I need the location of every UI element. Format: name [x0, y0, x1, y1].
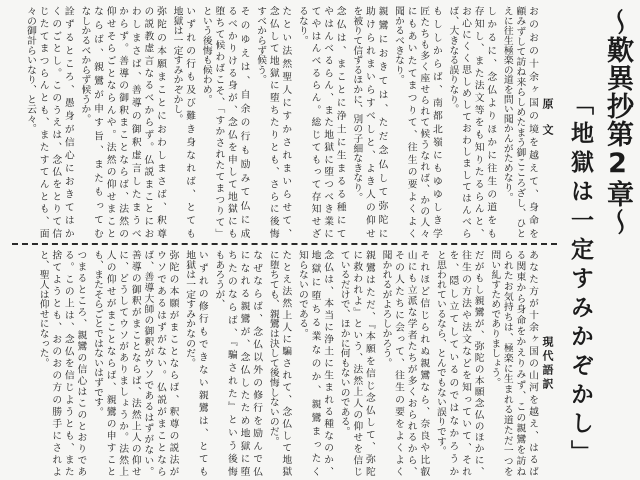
text-line: を被りて信ずるほかに、別の子細なきなり。 — [351, 6, 363, 202]
text-line: ならば、親鸞が申す旨、またもってむ — [92, 6, 103, 238]
text-line: あなた方が十余ヶ国の山河を越え、はるば — [527, 250, 538, 476]
text-line: 弥陀の本願まことにおわしまさば、釈尊 — [154, 6, 166, 238]
text-line: と、聖人は仰せになった。 — [37, 250, 49, 368]
original-paragraph — [199, 6, 249, 238]
modern-paragraph — [433, 250, 483, 476]
original-paragraph — [23, 6, 73, 238]
text-line: おのおの十余ヶ国の境を越えて、身命を — [527, 6, 538, 238]
text-line: いずれの行も及び難き身なれば、とても — [184, 6, 196, 238]
original-text-label: 原 文 — [541, 98, 554, 137]
text-line: るべかりける身が、念仏を申して地獄にも — [225, 6, 237, 238]
chapter-title: 〜歎異抄第2章〜 — [602, 8, 633, 236]
text-line: 地獄は一定すみかぞかし。 — [171, 6, 183, 124]
text-line: 匠たちも多く座せられて候うなれば、かの人々 — [418, 6, 430, 238]
text-line: ウソであるはずがない。仏説がまことなら — [154, 250, 166, 476]
text-line: 捨てようとも、おのおの方の勝手にされよ — [50, 250, 62, 476]
text-line: 念仏は、まことに浄土に生まるる種にて — [334, 6, 346, 238]
text-line: 堕ちて候わばこそ、「すかされたてまつりて」 — [213, 6, 225, 238]
text-line: る関東から身命をかえりみず、この親鸞を訪ね — [514, 250, 526, 476]
original-paragraph — [350, 6, 388, 238]
text-line: るなり。 — [296, 6, 308, 46]
original-paragraph — [500, 6, 538, 238]
text-line: を、隠し立てしているのではなかろうか — [447, 250, 459, 476]
modern-paragraph — [379, 250, 429, 476]
text-line: 々の御計らいなり、と云々。 — [25, 6, 37, 134]
text-line: 問い糺すためでありましょう。 — [489, 250, 501, 388]
text-line: つまるところ、親鸞の信心はこのとおりであ — [75, 250, 87, 476]
text-line: 往生の方法や法文などを知っていて、それ — [460, 250, 472, 476]
modern-translation-label: 現代語訳 — [541, 336, 554, 392]
modern-paragraph — [266, 250, 291, 476]
text-line: 念仏して地獄に堕ちたりとも、さらに後悔 — [267, 6, 279, 238]
text-line: も、またそらごとではないはずです。 — [92, 250, 103, 417]
original-text-block — [23, 6, 538, 238]
text-line: じたてまつらんとも、またすてんとも、面 — [37, 6, 49, 238]
text-line: なぜならば、念仏以外の修行を励んで仏 — [251, 250, 263, 476]
text-line: えに往生極楽の道を問い聞かんがためなり。 — [501, 6, 513, 202]
text-line: たとえ法然上人に騙されて、念仏して地獄 — [280, 250, 292, 476]
text-line: やはんべるらん、また地獄に堕つべき業に — [322, 6, 334, 238]
text-line: という後悔も候わめ。 — [200, 6, 212, 104]
text-line: からず。善導の御釈まことならば、法然の — [117, 6, 129, 238]
text-line: 地獄に堕ちる業なのか、親鸞まったく — [309, 250, 321, 476]
text-line: しかるに、念仏よりほかに往生の道をも — [485, 6, 497, 238]
text-line: なしかるべからず候うか。 — [79, 6, 91, 124]
text-line: それほど信じられぬ親鸞なら、奈良や比叡 — [418, 250, 430, 476]
text-line: その人たちに会って、往生の要をよくよく — [393, 250, 405, 476]
text-line: 地獄は一定すみかなのだ。 — [184, 250, 196, 368]
original-paragraph — [295, 6, 345, 238]
text-line: られたお気持ちは、極楽に生まれる道ただ一つを — [501, 250, 513, 476]
text-line: にもあいたてまつりて、往生の要よくよく — [405, 6, 417, 238]
text-line: ば、大きなる誤りなり。 — [447, 6, 459, 114]
text-line: ているだけで、ほかに何もないのである。 — [338, 250, 350, 437]
modern-paragraph — [183, 250, 208, 476]
text-line: の説教虚言なるべからず。仏説まことにお — [142, 6, 154, 238]
text-line: わしまさば、善導の御釈虚言したまうべ — [129, 6, 141, 238]
text-line: ちたのならば、『騙された』という後悔 — [225, 250, 237, 476]
section-divider — [12, 243, 557, 245]
text-line: ば、善導大師の御釈がウソであるはずがない。 — [142, 250, 154, 476]
text-line: 弥陀の本願がまことならば、釈尊の説法が — [167, 250, 179, 476]
text-line: 親鸞におきては、ただ念仏して弥陀に — [376, 6, 388, 238]
original-paragraph — [391, 6, 441, 238]
text-line: くのごとし。このうえは、念仏をとりて信 — [50, 6, 62, 238]
modern-paragraph — [337, 250, 375, 476]
text-line: 念仏は、本当に浄土に生まれる種なのか、 — [322, 250, 334, 476]
modern-paragraph — [295, 250, 333, 476]
text-line: 山にも立派な学者たちが多くおられるから、 — [405, 250, 417, 476]
modern-paragraph — [488, 250, 538, 476]
text-line: 詮ずるところ、愚身が信心におきてはか — [62, 6, 74, 238]
text-line: 助けられまいらすべしと、よき人の仰せ — [363, 6, 375, 238]
text-line: になれる親鸞が、念仏したため地獄に堕 — [238, 250, 250, 476]
text-line: もししからば、南都北嶺にもゆゆしき学 — [430, 6, 442, 238]
text-line: すべからず候う。 — [255, 6, 267, 85]
text-line: に、どうしてウソがありましょうか。法然上 — [117, 250, 129, 476]
original-paragraph — [78, 6, 166, 238]
text-line: 存知し、また法文等をも知りたるらんと、 — [472, 6, 484, 238]
text-line: 仰せそらごとならんや。法然の仰せまこと — [104, 6, 116, 238]
text-line: そのゆえは、自余の行も励みて仏に成 — [238, 6, 250, 238]
text-line: と思われているなら、とんでもない誤りです。 — [434, 250, 446, 456]
text-line: 聞かれるがよろしかろう。 — [380, 250, 392, 368]
text-line: だがもし親鸞が、弥陀の本願念仏のほかに、 — [472, 250, 484, 476]
modern-paragraph — [90, 250, 178, 476]
text-line: に救われよ』という、法然上人の仰せを信じ — [351, 250, 363, 476]
text-line: 人の仰せがまことならば、親鸞の申すこと — [104, 250, 116, 476]
text-line: る。この上は、念仏を信じようとも、また — [62, 250, 74, 476]
text-line: 顧みずして訪ね来らしめたまう御こころざし、ひと — [514, 6, 526, 238]
text-line: 聞かるべきなり。 — [393, 6, 405, 85]
modern-paragraph — [212, 250, 262, 476]
text-line: に堕ちても、親鸞は決して後悔しないのだ。 — [267, 250, 279, 446]
original-paragraph — [170, 6, 195, 238]
text-line: いずれの修行もできない親鸞は、とても — [196, 250, 208, 476]
modern-paragraph — [36, 250, 86, 476]
text-line: たとい法然聖人にすかされまいらせて、 — [280, 6, 292, 238]
text-line: 親鸞はただ、『本願を信じ念仏して、弥陀 — [363, 250, 375, 476]
text-line: てやはんべるらん。総じてもって存知せざ — [309, 6, 321, 238]
original-paragraph — [254, 6, 292, 238]
original-paragraph — [446, 6, 496, 238]
text-line: 知らないのである。 — [296, 250, 308, 339]
chapter-subtitle: 「地獄は一定すみかぞかし」 — [567, 92, 593, 469]
text-line: お心にくく思しめしておわしましてはんべら — [460, 6, 472, 238]
text-line: もあろうが、 — [213, 250, 225, 309]
text-line: 善導の御釈がまことならば、法然上人の仰せ — [129, 250, 141, 476]
modern-translation-block — [36, 250, 538, 476]
